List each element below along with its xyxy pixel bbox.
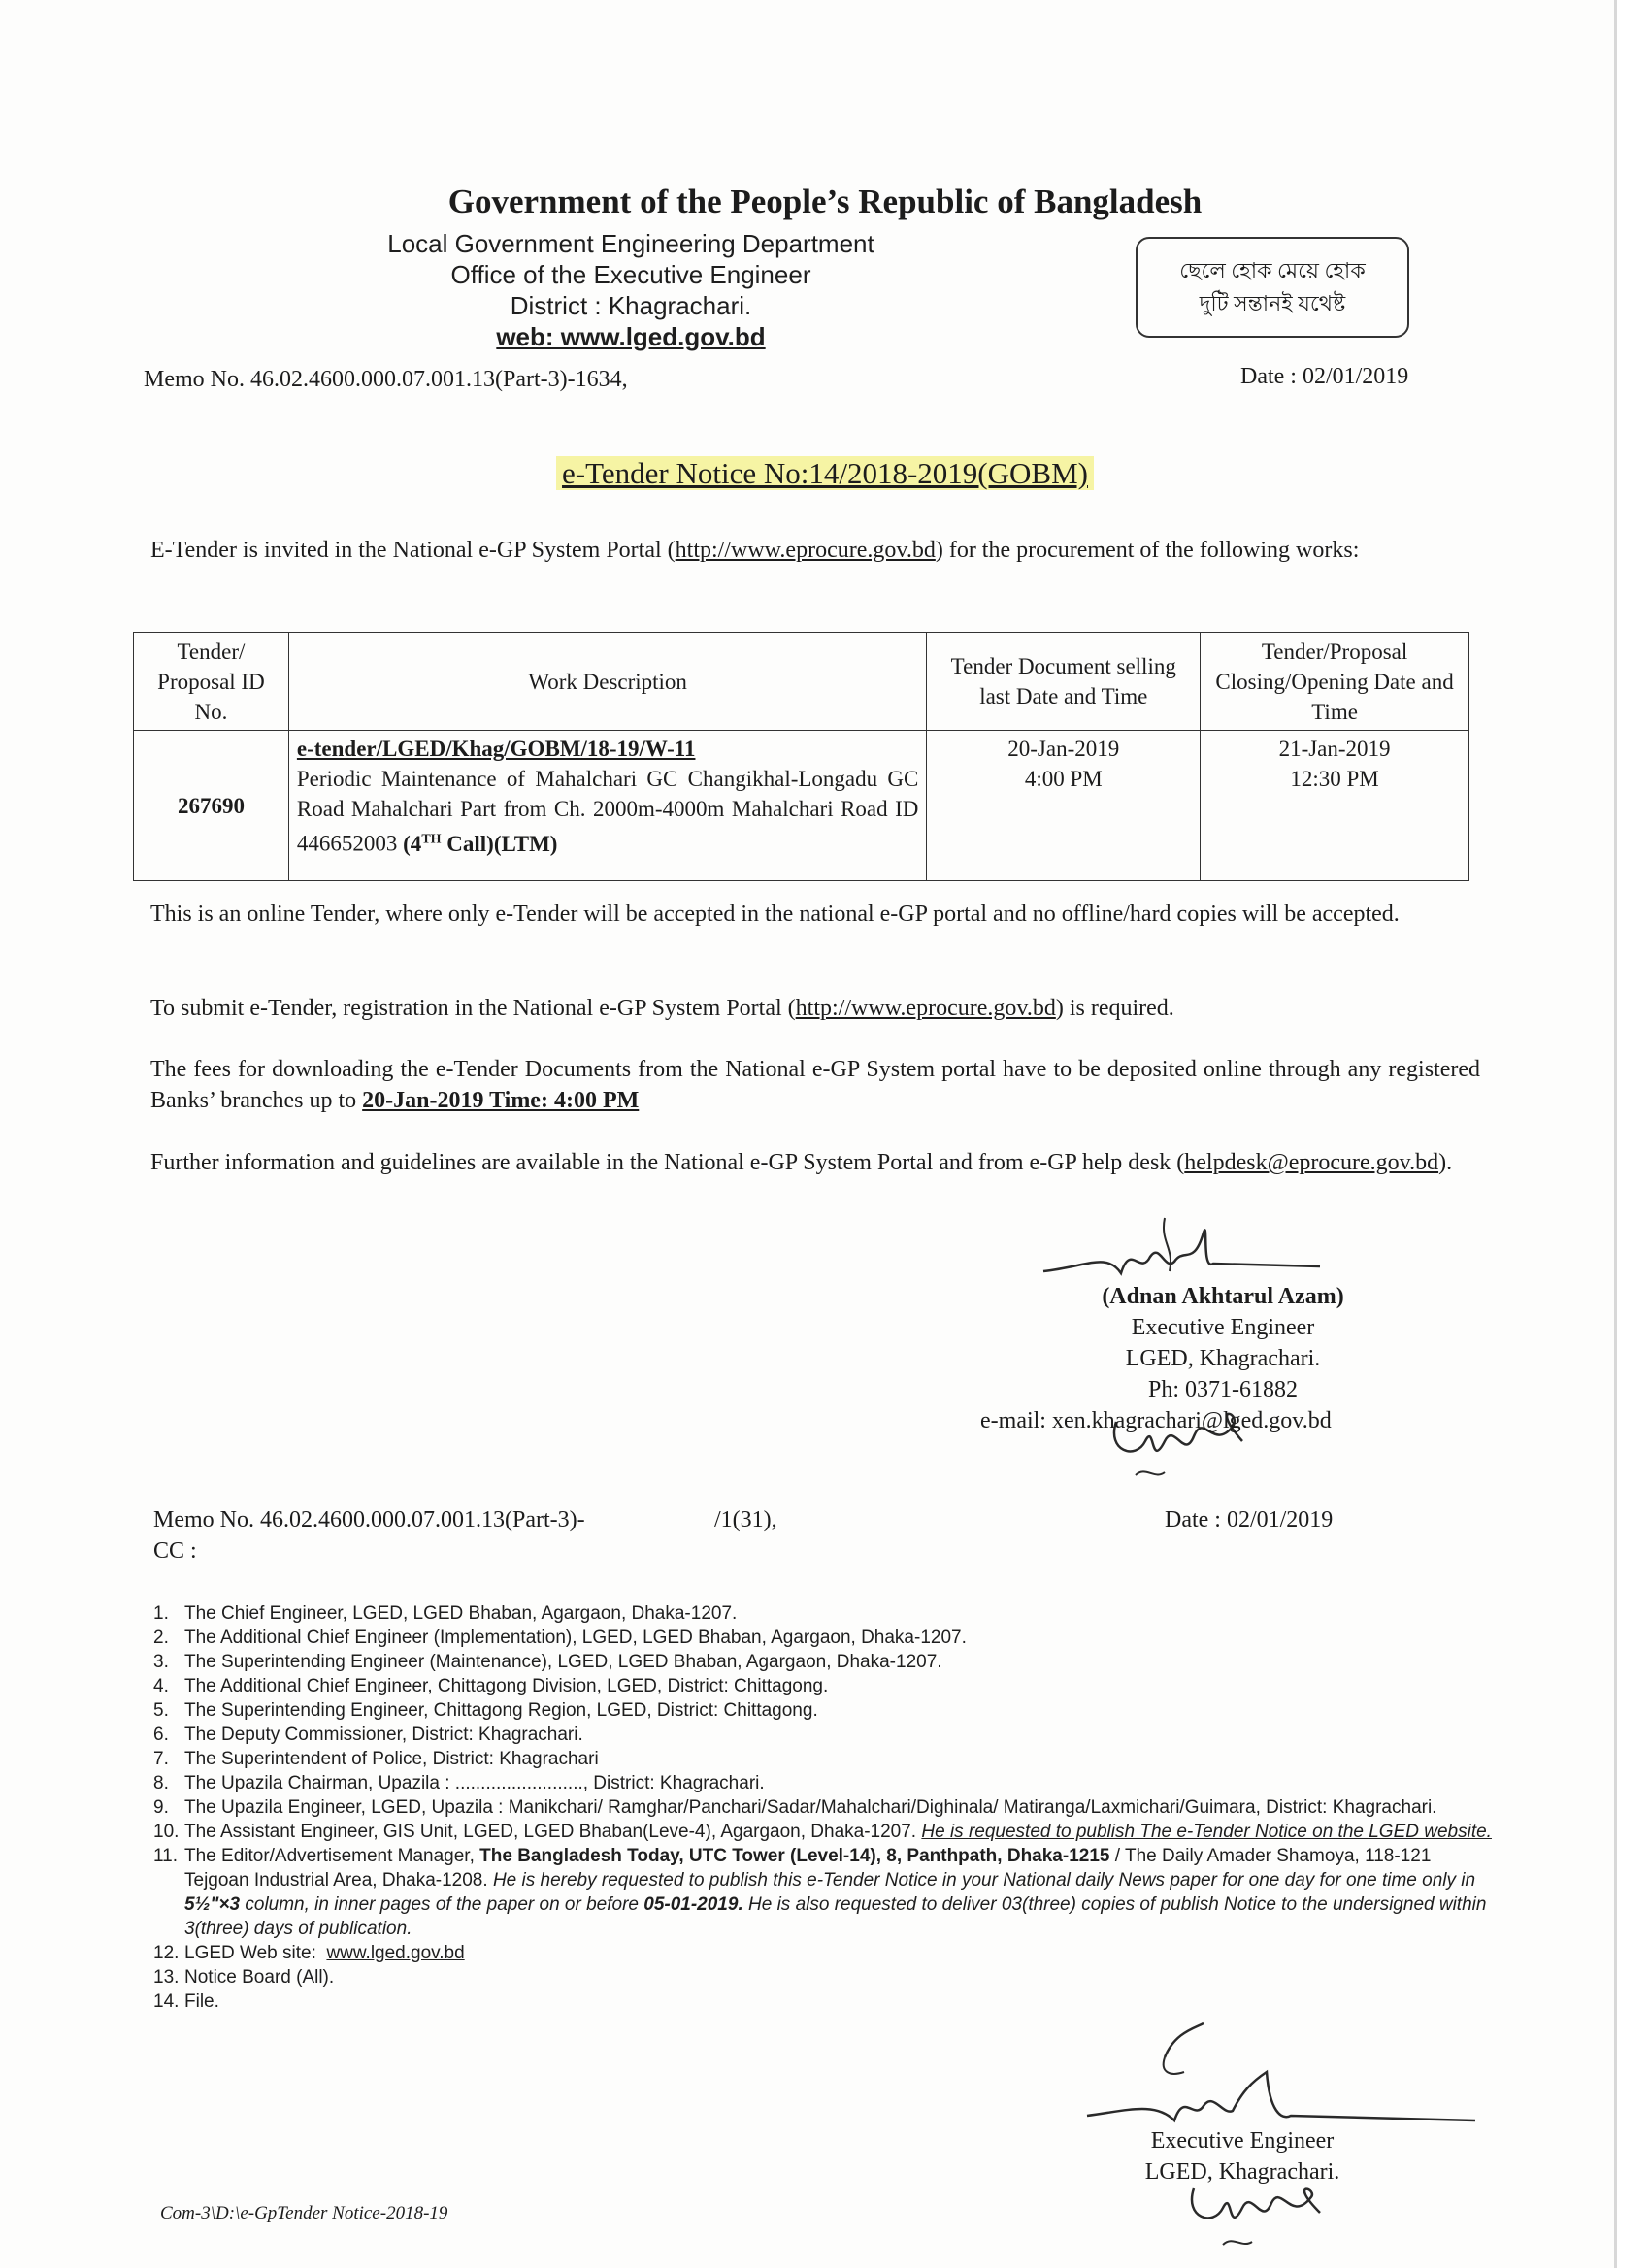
selling-date-cell: 20-Jan-2019 4:00 PM bbox=[927, 731, 1201, 881]
notice-title bbox=[0, 456, 1617, 491]
intro-paragraph: E-Tender is invited in the National e-GP System Portal (http://www.eprocure.gov.bd) for the procurement of the following works: bbox=[150, 538, 1360, 563]
memo-number-suffix: /1(31), bbox=[714, 1507, 777, 1532]
government-title: Government of the People’s Republic of Bangladesh bbox=[447, 182, 1203, 220]
slogan-box bbox=[1136, 237, 1409, 338]
list-item: 7. The Superintendent of Police, District: Khagrachari bbox=[153, 1749, 599, 1769]
list-item: 11. The Editor/Advertisement Manager, The Bangladesh Today, UTC Tower (Level-14), 8, Panthpath, Dhaka-1215 / The Daily Amader Shamoya, 118-121 Tejgoan Industrial Area, Dhaka-1208. He is hereby requested to publish this e-Tender Notice in your National daily News paper for one day for one time only in 5½"×3 column, in inner pages of the paper on or before 05-01-2019. He is also requested to deliver 03(three) copies of publish Notice to the undersigned within 3(three) days of publication. bbox=[153, 1846, 1487, 1939]
lged-website-request: He is requested to publish The e-Tender Notice on the LGED website. bbox=[921, 1822, 1492, 1842]
helpdesk-email-link[interactable]: helpdesk@eprocure.gov.bd bbox=[1184, 1150, 1439, 1175]
memo-number-bottom: Memo No. 46.02.4600.000.07.001.13(Part-3)- bbox=[153, 1507, 585, 1532]
header-work-description: Work Description bbox=[288, 633, 927, 731]
signatory-2-office: LGED, Khagrachari. bbox=[1144, 2159, 1340, 2185]
list-item: 10. The Assistant Engineer, GIS Unit, LGED, LGED Bhaban(Leve-4), Agargaon, Dhaka-1207. He is requested to publish The e-Tender Notice on the LGED website. bbox=[153, 1822, 1492, 1842]
list-item: 5. The Superintending Engineer, Chittagong Region, LGED, District: Chittagong. bbox=[153, 1700, 818, 1721]
registration-paragraph: To submit e-Tender, registration in the National e-GP System Portal (http://www.eprocure.gov.bd) is required. bbox=[150, 996, 1174, 1021]
department-name: Local Government Engineering Department bbox=[387, 229, 874, 258]
tender-code: e-tender/LGED/Khag/GOBM/18-19/W-11 bbox=[296, 737, 696, 761]
info-paragraph: Further information and guidelines are available in the National e-GP System Portal and from e-GP help desk (helpdesk@eprocure.gov.bd). bbox=[150, 1150, 1453, 1175]
memo-number-top: Memo No. 46.02.4600.000.07.001.13(Part-3)-1634, bbox=[144, 367, 628, 392]
memo-date-top: Date : 02/01/2019 bbox=[1240, 364, 1409, 389]
work-description-text: Periodic Maintenance of Mahalchari GC Changikhal-Longadu GC Road Mahalchari Part from Ch. 2000m-4000m Mahalchari Road ID 446652003 (4TH Call)(LTM) bbox=[296, 767, 919, 856]
tender-table bbox=[133, 632, 1469, 881]
list-item: 12. LGED Web site: www.lged.gov.bd bbox=[153, 1943, 465, 1963]
lged-web-link[interactable]: www.lged.gov.bd bbox=[326, 1943, 465, 1963]
signatory-office: LGED, Khagrachari. bbox=[1125, 1346, 1321, 1371]
office-name: Office of the Executive Engineer bbox=[450, 260, 811, 289]
website-link[interactable]: web: www.lged.gov.bd bbox=[496, 322, 766, 351]
signatory-phone: Ph: 0371-61882 bbox=[1147, 1377, 1298, 1402]
signatory-designation: Executive Engineer bbox=[1131, 1315, 1315, 1340]
cc-list bbox=[153, 1601, 1493, 2014]
slogan-line-2: দুটি সন্তানই যথেষ্ট bbox=[1199, 291, 1346, 315]
list-item: 6. The Deputy Commissioner, District: Khagrachari. bbox=[153, 1725, 583, 1745]
cc-label: CC : bbox=[153, 1538, 197, 1563]
eprocure-link-2[interactable]: http://www.eprocure.gov.bd bbox=[795, 996, 1056, 1021]
table-row bbox=[134, 731, 1469, 881]
signatory-name: (Adnan Akhtarul Azam) bbox=[1102, 1284, 1344, 1309]
list-item: 9. The Upazila Engineer, LGED, Upazila : Manikchari/ Ramghar/Panchari/Sadar/Mahalchari/Dighinala/ Matiranga/Laxmichari/Guimara, District: Khagrachari. bbox=[153, 1797, 1437, 1818]
list-item: 13. Notice Board (All). bbox=[153, 1967, 335, 1988]
notice-title-text: e-Tender Notice No:14/2018-2019(GOBM) bbox=[556, 456, 1094, 490]
online-tender-paragraph: This is an online Tender, where only e-Tender will be accepted in the national e-GP portal and no offline/hard copies will be accepted. bbox=[150, 902, 1400, 927]
closing-date-cell: 21-Jan-2019 12:30 PM bbox=[1201, 731, 1469, 881]
list-item: 4. The Additional Chief Engineer, Chittagong Division, LGED, District: Chittagong. bbox=[153, 1676, 829, 1696]
list-item: 2. The Additional Chief Engineer (Implementation), LGED, LGED Bhaban, Agargaon, Dhaka-1207. bbox=[153, 1627, 967, 1648]
list-item: 8. The Upazila Chairman, Upazila : ........................., District: Khagrachari. bbox=[153, 1773, 765, 1793]
header-closing-date: Tender/Proposal Closing/Opening Date and Time bbox=[1201, 633, 1469, 731]
table-header-row bbox=[134, 633, 1469, 731]
slogan-line-1: ছেলে হোক মেয়ে হোক bbox=[1179, 258, 1366, 282]
eprocure-link[interactable]: http://www.eprocure.gov.bd bbox=[675, 538, 936, 563]
fees-paragraph: The fees for downloading the e-Tender Documents from the National e-GP System portal have to be deposited online through any registered Banks’ branches up to 20-Jan-2019 Time: 4:00 PM bbox=[150, 1057, 1480, 1113]
work-description-cell bbox=[288, 731, 927, 881]
memo-date-bottom: Date : 02/01/2019 bbox=[1165, 1507, 1334, 1532]
signatory-2-designation: Executive Engineer bbox=[1150, 2128, 1335, 2153]
district-name: District : Khagrachari. bbox=[510, 291, 752, 320]
list-item: 1. The Chief Engineer, LGED, LGED Bhaban, Agargaon, Dhaka-1207. bbox=[153, 1603, 738, 1624]
list-item: 3. The Superintending Engineer (Maintenance), LGED, LGED Bhaban, Agargaon, Dhaka-1207. bbox=[153, 1652, 942, 1672]
file-path-footer: Com-3\D:\e-GpTender Notice-2018-19 bbox=[160, 2203, 448, 2223]
header-selling-date: Tender Document selling last Date and Time bbox=[927, 633, 1201, 731]
header-tender-id: Tender/ Proposal ID No. bbox=[134, 633, 289, 731]
fees-deadline: 20-Jan-2019 Time: 4:00 PM bbox=[362, 1088, 640, 1113]
list-item: 14. File. bbox=[153, 1991, 219, 2012]
tender-id-cell: 267690 bbox=[134, 731, 289, 881]
signatory-email: e-mail: xen.khagrachari@lged.gov.bd bbox=[980, 1408, 1332, 1433]
